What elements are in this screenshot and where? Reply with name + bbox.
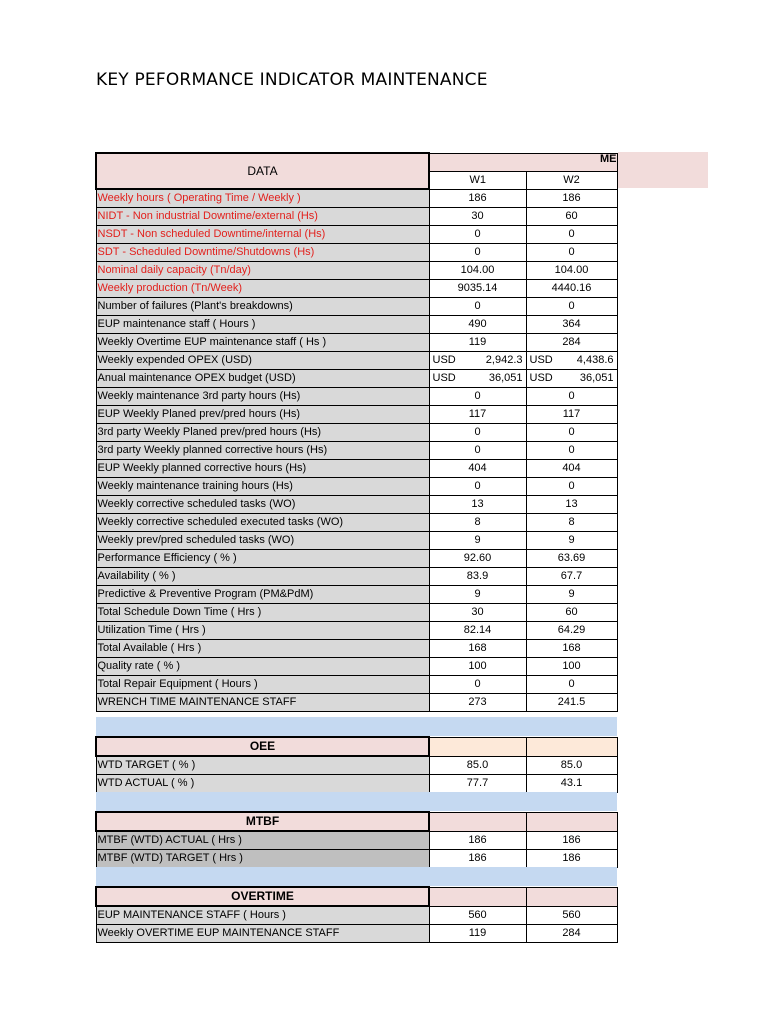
row-label: Total Available ( Hrs ) xyxy=(96,640,429,658)
table-row xyxy=(96,406,617,424)
table-row xyxy=(96,442,617,460)
group-header-label: ME xyxy=(600,153,617,165)
w1-cell xyxy=(429,352,526,370)
w1-cell: 186 xyxy=(429,831,526,850)
w1-cell: 0 xyxy=(429,676,526,694)
table-row xyxy=(96,831,617,850)
kpi-table xyxy=(95,152,618,712)
mtbf-title: MTBF xyxy=(96,812,429,831)
row-label: Weekly Overtime EUP maintenance staff ( Hs ) xyxy=(96,334,429,352)
w1-cell: 9 xyxy=(429,586,526,604)
row-label: WRENCH TIME MAINTENANCE STAFF xyxy=(96,694,429,712)
w1-cell: 0 xyxy=(429,226,526,244)
w1-cell: 404 xyxy=(429,460,526,478)
table-row xyxy=(96,622,617,640)
w1-cell: 273 xyxy=(429,694,526,712)
w2-cell: 0 xyxy=(526,676,617,694)
w2-cell: 241.5 xyxy=(526,694,617,712)
table-row xyxy=(96,676,617,694)
row-label: Performance Efficiency ( % ) xyxy=(96,550,429,568)
w1-cell: 85.0 xyxy=(429,756,526,775)
w2-cell: 9 xyxy=(526,532,617,550)
w2-cell: 0 xyxy=(526,388,617,406)
table-row xyxy=(96,280,617,298)
w1-cell: 13 xyxy=(429,496,526,514)
w1-cell: 0 xyxy=(429,424,526,442)
header-fill xyxy=(618,152,708,188)
row-label: Number of failures (Plant's breakdowns) xyxy=(96,298,429,316)
w1-cell: 9 xyxy=(429,532,526,550)
table-row xyxy=(96,352,617,370)
table-row xyxy=(96,208,617,226)
table-row xyxy=(96,694,617,712)
w2-cell: 13 xyxy=(526,496,617,514)
w2-header: W2 xyxy=(526,171,617,189)
row-label: Utilization Time ( Hrs ) xyxy=(96,622,429,640)
w2-cell: 186 xyxy=(526,831,617,850)
overtime-title: OVERTIME xyxy=(96,887,429,906)
currency-label: USD xyxy=(432,372,456,384)
row-label: 3rd party Weekly planned corrective hours (Hs) xyxy=(96,442,429,460)
row-label: Quality rate ( % ) xyxy=(96,658,429,676)
row-label: Weekly OVERTIME EUP MAINTENANCE STAFF xyxy=(96,925,429,943)
row-label: Predictive & Preventive Program (PM&PdM) xyxy=(96,586,429,604)
table-row xyxy=(96,532,617,550)
row-label: Weekly maintenance 3rd party hours (Hs) xyxy=(96,388,429,406)
table-row xyxy=(96,262,617,280)
table-row xyxy=(96,388,617,406)
w2-cell: 0 xyxy=(526,424,617,442)
table-row xyxy=(96,424,617,442)
table-row xyxy=(96,925,617,943)
page-title: KEY PEFORMANCE INDICATOR MAINTENANCE xyxy=(96,70,488,90)
row-label: Weekly hours ( Operating Time / Weekly ) xyxy=(96,189,429,208)
w2-cell: 168 xyxy=(526,640,617,658)
w1-cell: 0 xyxy=(429,478,526,496)
w1-header: W1 xyxy=(429,171,526,189)
amount-value: 2,942.3 xyxy=(485,354,523,366)
row-label: EUP Weekly planned corrective hours (Hs) xyxy=(96,460,429,478)
oee-title-fill xyxy=(429,737,526,756)
table-row xyxy=(96,496,617,514)
row-label: 3rd party Weekly Planed prev/pred hours (Hs) xyxy=(96,424,429,442)
row-label: Weekly corrective scheduled tasks (WO) xyxy=(96,496,429,514)
w2-cell: 9 xyxy=(526,586,617,604)
oee-title-fill xyxy=(526,737,617,756)
row-label: Total Schedule Down Time ( Hrs ) xyxy=(96,604,429,622)
w1-cell: 186 xyxy=(429,850,526,868)
table-row xyxy=(96,298,617,316)
row-label: Availability ( % ) xyxy=(96,568,429,586)
w2-cell: 4440.16 xyxy=(526,280,617,298)
w1-cell: 30 xyxy=(429,604,526,622)
w1-cell: 0 xyxy=(429,388,526,406)
w1-cell: 100 xyxy=(429,658,526,676)
w1-cell: 30 xyxy=(429,208,526,226)
row-label: SDT - Scheduled Downtime/Shutdowns (Hs) xyxy=(96,244,429,262)
amount-value: 4,438.6 xyxy=(576,354,614,366)
table-row xyxy=(96,334,617,352)
row-label: Weekly maintenance training hours (Hs) xyxy=(96,478,429,496)
table-row xyxy=(96,189,617,208)
table-row xyxy=(96,906,617,925)
w2-cell: 284 xyxy=(526,925,617,943)
row-label: EUP Weekly Planed prev/pred hours (Hs) xyxy=(96,406,429,424)
w1-cell: 560 xyxy=(429,906,526,925)
w1-cell: 0 xyxy=(429,244,526,262)
w1-cell: 83.9 xyxy=(429,568,526,586)
row-label: Nominal daily capacity (Tn/day) xyxy=(96,262,429,280)
mtbf-table xyxy=(95,792,618,868)
table-row xyxy=(96,775,617,793)
row-label: Weekly corrective scheduled executed tasks (WO) xyxy=(96,514,429,532)
w2-cell: 186 xyxy=(526,850,617,868)
w2-cell xyxy=(526,370,617,388)
w1-cell: 186 xyxy=(429,189,526,208)
row-label: EUP MAINTENANCE STAFF ( Hours ) xyxy=(96,906,429,925)
amount-value: 36,051 xyxy=(579,372,614,384)
blue-spacer xyxy=(96,792,617,812)
w2-cell: 0 xyxy=(526,298,617,316)
w2-cell: 63.69 xyxy=(526,550,617,568)
row-label: EUP maintenance staff ( Hours ) xyxy=(96,316,429,334)
w2-cell: 0 xyxy=(526,226,617,244)
row-label: MTBF (WTD) ACTUAL ( Hrs ) xyxy=(96,831,429,850)
data-header: DATA xyxy=(96,153,429,189)
w1-cell: 0 xyxy=(429,442,526,460)
w2-cell: 67.7 xyxy=(526,568,617,586)
w2-cell: 8 xyxy=(526,514,617,532)
row-label: NIDT - Non industrial Downtime/external (Hs) xyxy=(96,208,429,226)
table-row xyxy=(96,586,617,604)
table-row xyxy=(96,550,617,568)
row-label: NSDT - Non scheduled Downtime/internal (Hs) xyxy=(96,226,429,244)
w1-cell: 77.7 xyxy=(429,775,526,793)
overtime-table xyxy=(95,867,618,943)
oee-title: OEE xyxy=(96,737,429,756)
w2-cell: 60 xyxy=(526,208,617,226)
row-label: Weekly prev/pred scheduled tasks (WO) xyxy=(96,532,429,550)
row-label: Anual maintenance OPEX budget (USD) xyxy=(96,370,429,388)
table-row xyxy=(96,604,617,622)
row-label: Weekly production (Tn/Week) xyxy=(96,280,429,298)
w1-cell: 92.60 xyxy=(429,550,526,568)
w2-cell: 104.00 xyxy=(526,262,617,280)
w2-cell: 284 xyxy=(526,334,617,352)
w1-cell: 8 xyxy=(429,514,526,532)
w2-cell xyxy=(526,352,617,370)
table-row xyxy=(96,658,617,676)
mtbf-title-fill xyxy=(526,812,617,831)
w1-cell: 9035.14 xyxy=(429,280,526,298)
w1-cell: 119 xyxy=(429,334,526,352)
oee-table xyxy=(95,717,618,793)
w2-cell: 0 xyxy=(526,442,617,460)
w2-cell: 64.29 xyxy=(526,622,617,640)
w2-cell: 364 xyxy=(526,316,617,334)
mtbf-title-fill xyxy=(429,812,526,831)
table-row xyxy=(96,640,617,658)
w2-cell: 60 xyxy=(526,604,617,622)
table-row xyxy=(96,756,617,775)
w1-cell: 117 xyxy=(429,406,526,424)
w2-cell: 0 xyxy=(526,244,617,262)
overtime-title-fill xyxy=(429,887,526,906)
w1-cell: 490 xyxy=(429,316,526,334)
w1-cell: 0 xyxy=(429,298,526,316)
w2-cell: 43.1 xyxy=(526,775,617,793)
currency-label: USD xyxy=(529,354,553,366)
table-row xyxy=(96,244,617,262)
table-row xyxy=(96,850,617,868)
row-label: WTD ACTUAL ( % ) xyxy=(96,775,429,793)
table-row xyxy=(96,226,617,244)
group-header xyxy=(429,153,617,171)
w1-cell xyxy=(429,370,526,388)
w2-cell: 100 xyxy=(526,658,617,676)
w2-cell: 117 xyxy=(526,406,617,424)
table-row xyxy=(96,568,617,586)
w2-cell: 85.0 xyxy=(526,756,617,775)
table-row xyxy=(96,370,617,388)
overtime-title-fill xyxy=(526,887,617,906)
w1-cell: 104.00 xyxy=(429,262,526,280)
row-label: Total Repair Equipment ( Hours ) xyxy=(96,676,429,694)
w1-cell: 82.14 xyxy=(429,622,526,640)
currency-label: USD xyxy=(529,372,553,384)
w1-cell: 168 xyxy=(429,640,526,658)
row-label: WTD TARGET ( % ) xyxy=(96,756,429,775)
blue-spacer xyxy=(96,867,617,887)
w2-cell: 404 xyxy=(526,460,617,478)
table-row xyxy=(96,478,617,496)
table-row xyxy=(96,316,617,334)
blue-spacer xyxy=(96,717,617,737)
amount-value: 36,051 xyxy=(488,372,523,384)
table-row xyxy=(96,514,617,532)
w2-cell: 560 xyxy=(526,906,617,925)
row-label: Weekly expended OPEX (USD) xyxy=(96,352,429,370)
table-row xyxy=(96,460,617,478)
w2-cell: 186 xyxy=(526,189,617,208)
w1-cell: 119 xyxy=(429,925,526,943)
currency-label: USD xyxy=(432,354,456,366)
w2-cell: 0 xyxy=(526,478,617,496)
row-label: MTBF (WTD) TARGET ( Hrs ) xyxy=(96,850,429,868)
